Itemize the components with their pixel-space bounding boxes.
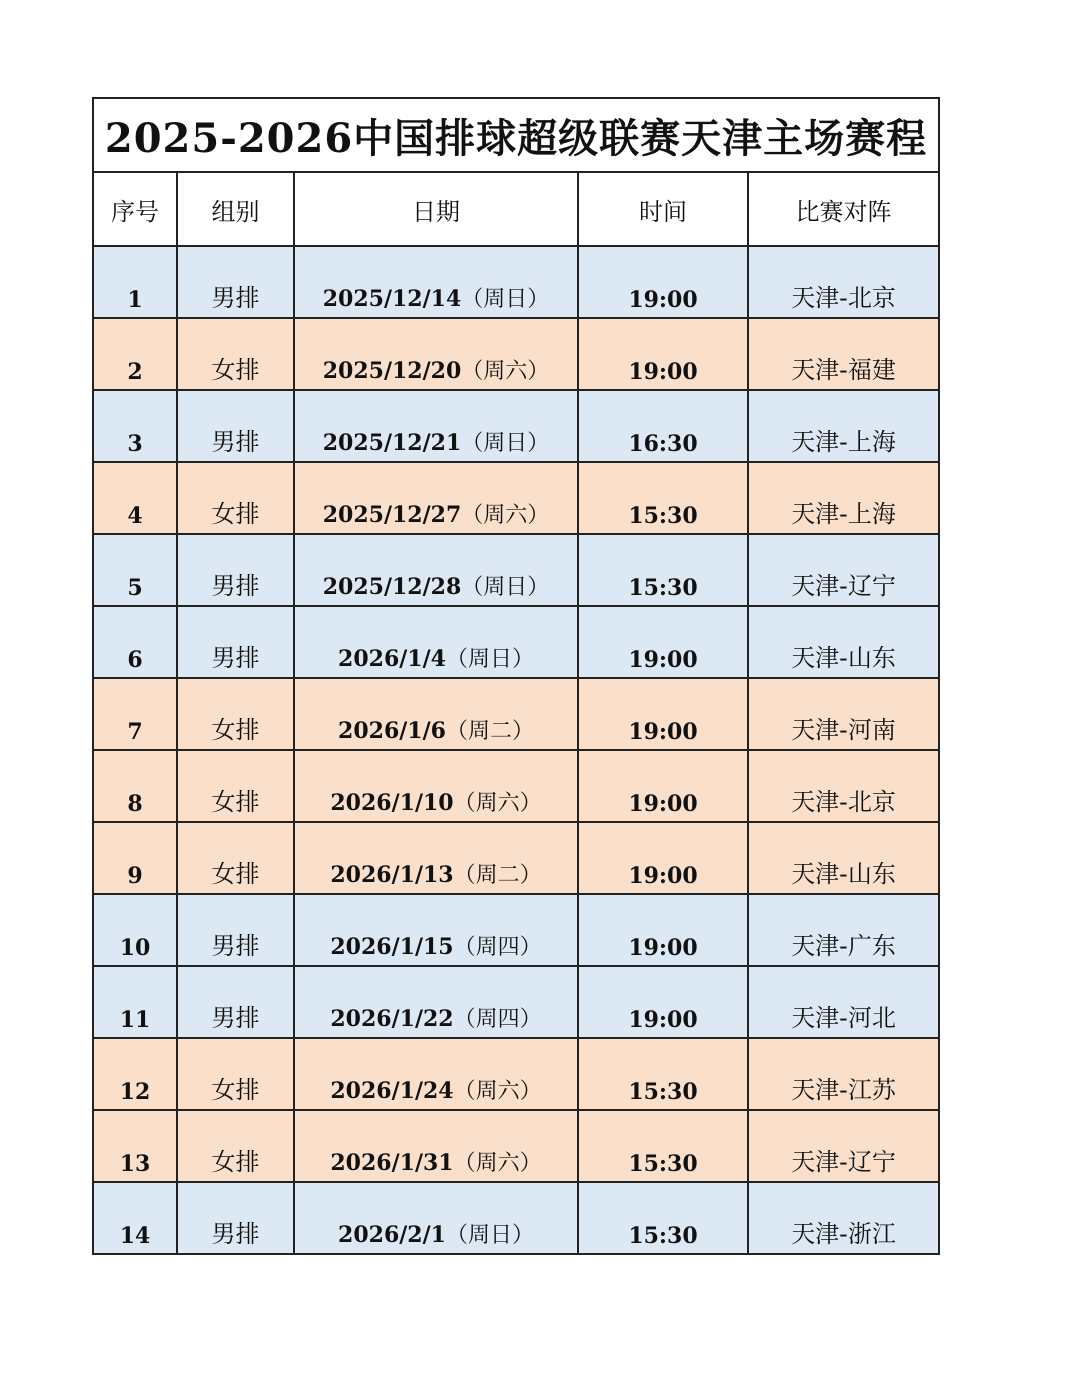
row-date: 2025/12/21 — [322, 430, 462, 456]
header-matchup: 比赛对阵 — [748, 172, 939, 246]
row-date-cell — [294, 318, 578, 390]
table-row — [93, 750, 939, 822]
row-date-cell — [294, 750, 578, 822]
row-time: 15:30 — [578, 534, 748, 606]
row-date: 2026/1/6 — [338, 718, 446, 744]
row-time: 19:00 — [578, 318, 748, 390]
row-date: 2026/1/4 — [338, 646, 446, 672]
row-time: 19:00 — [578, 822, 748, 894]
header-number: 序号 — [93, 172, 177, 246]
row-number: 1 — [93, 246, 177, 318]
row-weekday: （周四） — [453, 1007, 542, 1032]
row-weekday: （周六） — [453, 791, 542, 816]
row-weekday: （周日） — [445, 647, 534, 672]
row-group: 女排 — [177, 822, 294, 894]
row-date-cell — [294, 606, 578, 678]
header-time: 时间 — [578, 172, 748, 246]
row-time: 19:00 — [578, 750, 748, 822]
row-group: 女排 — [177, 318, 294, 390]
row-time: 19:00 — [578, 894, 748, 966]
table-row — [93, 606, 939, 678]
row-matchup: 天津-江苏 — [748, 1038, 939, 1110]
row-weekday: （周二） — [445, 719, 534, 744]
row-number: 7 — [93, 678, 177, 750]
row-number: 13 — [93, 1110, 177, 1182]
row-weekday: （周六） — [461, 503, 550, 528]
row-date-cell — [294, 390, 578, 462]
row-time: 19:00 — [578, 678, 748, 750]
row-matchup: 天津-河南 — [748, 678, 939, 750]
row-date: 2025/12/20 — [322, 358, 462, 384]
row-matchup: 天津-辽宁 — [748, 534, 939, 606]
row-date-cell — [294, 822, 578, 894]
row-time: 19:00 — [578, 606, 748, 678]
table-row — [93, 246, 939, 318]
table-row — [93, 534, 939, 606]
row-time: 16:30 — [578, 390, 748, 462]
row-matchup: 天津-广东 — [748, 894, 939, 966]
row-number: 6 — [93, 606, 177, 678]
row-matchup: 天津-北京 — [748, 750, 939, 822]
header-date: 日期 — [294, 172, 578, 246]
row-date: 2026/1/10 — [330, 790, 454, 816]
table-row — [93, 894, 939, 966]
row-date: 2026/1/15 — [330, 934, 454, 960]
row-group: 男排 — [177, 534, 294, 606]
row-number: 9 — [93, 822, 177, 894]
table-row — [93, 390, 939, 462]
table-row — [93, 966, 939, 1038]
row-group: 男排 — [177, 1182, 294, 1254]
row-date-cell — [294, 966, 578, 1038]
row-group: 男排 — [177, 606, 294, 678]
row-group: 男排 — [177, 894, 294, 966]
row-weekday: （周四） — [453, 935, 542, 960]
table-row — [93, 1038, 939, 1110]
row-date-cell — [294, 1110, 578, 1182]
row-number: 14 — [93, 1182, 177, 1254]
row-group: 女排 — [177, 1038, 294, 1110]
schedule-body — [93, 246, 939, 1254]
row-matchup: 天津-北京 — [748, 246, 939, 318]
row-time: 15:30 — [578, 1038, 748, 1110]
row-group: 女排 — [177, 1110, 294, 1182]
table-row — [93, 822, 939, 894]
row-date-cell — [294, 534, 578, 606]
row-matchup: 天津-山东 — [748, 822, 939, 894]
row-time: 15:30 — [578, 462, 748, 534]
schedule-title: 2025-2026中国排球超级联赛天津主场赛程 — [93, 98, 939, 172]
row-matchup: 天津-河北 — [748, 966, 939, 1038]
row-matchup: 天津-浙江 — [748, 1182, 939, 1254]
row-number: 8 — [93, 750, 177, 822]
row-matchup: 天津-上海 — [748, 462, 939, 534]
row-number: 5 — [93, 534, 177, 606]
row-number: 11 — [93, 966, 177, 1038]
row-matchup: 天津-福建 — [748, 318, 939, 390]
row-number: 2 — [93, 318, 177, 390]
table-row — [93, 318, 939, 390]
row-group: 男排 — [177, 246, 294, 318]
row-date: 2025/12/28 — [322, 574, 462, 600]
row-date-cell — [294, 1182, 578, 1254]
row-group: 女排 — [177, 462, 294, 534]
table-row — [93, 678, 939, 750]
table-row — [93, 462, 939, 534]
row-weekday: （周日） — [445, 1223, 534, 1248]
row-date: 2026/1/31 — [330, 1150, 454, 1176]
row-matchup: 天津-上海 — [748, 390, 939, 462]
row-weekday: （周六） — [461, 359, 550, 384]
row-date-cell — [294, 1038, 578, 1110]
row-weekday: （周六） — [453, 1079, 542, 1104]
row-weekday: （周六） — [453, 1151, 542, 1176]
row-weekday: （周日） — [461, 575, 550, 600]
row-date: 2026/1/22 — [330, 1006, 454, 1032]
row-matchup: 天津-山东 — [748, 606, 939, 678]
schedule-table — [92, 97, 940, 1255]
row-group: 男排 — [177, 390, 294, 462]
row-date: 2026/1/24 — [330, 1078, 454, 1104]
row-date-cell — [294, 246, 578, 318]
row-time: 19:00 — [578, 246, 748, 318]
header-row — [93, 172, 939, 246]
row-date: 2026/1/13 — [330, 862, 454, 888]
row-date: 2025/12/27 — [322, 502, 462, 528]
row-date-cell — [294, 894, 578, 966]
row-date-cell — [294, 462, 578, 534]
table-row — [93, 1182, 939, 1254]
table-row — [93, 1110, 939, 1182]
row-date-cell — [294, 678, 578, 750]
row-weekday: （周日） — [461, 431, 550, 456]
row-date: 2025/12/14 — [322, 286, 462, 312]
row-time: 15:30 — [578, 1110, 748, 1182]
row-number: 12 — [93, 1038, 177, 1110]
row-time: 15:30 — [578, 1182, 748, 1254]
row-weekday: （周日） — [461, 287, 550, 312]
row-matchup: 天津-辽宁 — [748, 1110, 939, 1182]
row-time: 19:00 — [578, 966, 748, 1038]
row-group: 女排 — [177, 678, 294, 750]
row-number: 4 — [93, 462, 177, 534]
row-number: 10 — [93, 894, 177, 966]
row-weekday: （周二） — [453, 863, 542, 888]
row-date: 2026/2/1 — [338, 1222, 446, 1248]
row-number: 3 — [93, 390, 177, 462]
header-group: 组别 — [177, 172, 294, 246]
row-group: 男排 — [177, 966, 294, 1038]
row-group: 女排 — [177, 750, 294, 822]
